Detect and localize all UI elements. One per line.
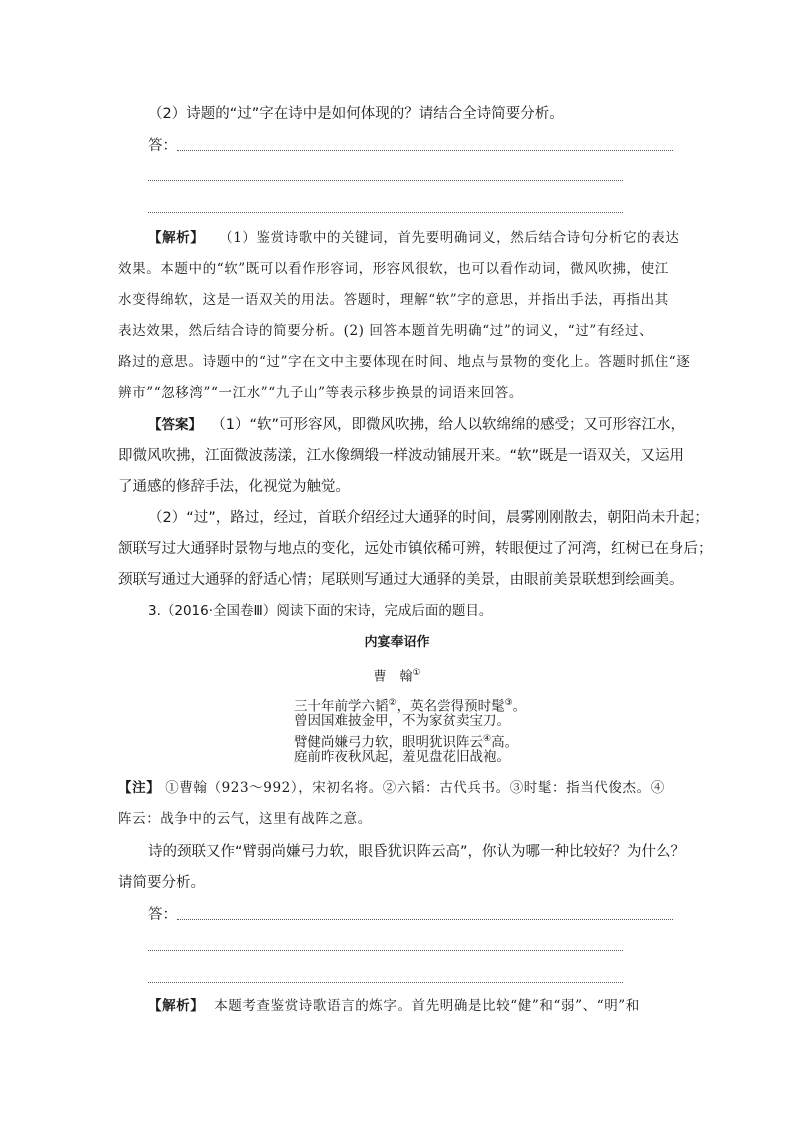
question-3-text: 请简要分析。 <box>118 875 205 891</box>
question-2: （2）诗题的“过”字在诗中是如何体现的？请结合全诗简要分析。 <box>148 106 564 122</box>
poem-line: 三十年前学六韬②，英名尝得预时髦③。 <box>294 698 527 715</box>
analysis-line: 路过的意思。诗题中的“过”字在文中主要体现在时间、地点与景物的变化上。答题时抓住“逐 <box>118 354 691 370</box>
answer-line-text: （2）“过”，路过，经过，首联介绍经过大通驿的时间，晨雾刚刚散去，朝阳尚未升起； <box>148 510 709 526</box>
answer-line-text: 颈联写通过大通驿的舒适心情；尾联则写通过大通驿的美景，由眼前美景联想到绘画美。 <box>118 572 684 588</box>
answer-line <box>177 150 673 151</box>
analysis-paragraph: 【解析】 本题考查鉴赏诗歌语言的炼字。首先明确是比较“健”和“弱”、“明”和 <box>148 998 640 1014</box>
answer-tag: 【答案】 <box>148 417 202 433</box>
analysis-paragraph: 【解析】 （1）鉴赏诗歌中的关键词，首先要明确词义，然后结合诗句分析它的表达 <box>148 230 680 246</box>
note-tag: 【注】 <box>118 780 161 796</box>
analysis-line: 水变得绵软，这是一语双关的用法。答题时，理解“软”字的意思，并指出手法，再指出其 <box>118 292 669 308</box>
question-3-text: 诗的颈联又作“臂弱尚嫌弓力软，眼昏犹识阵云高”，你认为哪一种比较好？为什么？ <box>148 844 686 860</box>
answer-label: 答： <box>148 907 177 923</box>
note-line: 阵云：战争中的云气，这里有战阵之意。 <box>118 811 372 827</box>
answer-line <box>148 180 623 181</box>
answer-line-text: 了通感的修辞手法，化视觉为触觉。 <box>118 479 350 495</box>
poem-line: 臂健尚嫌弓力软，眼明犹识阵云④高。 <box>294 734 519 751</box>
analysis-line: 表达效果，然后结合诗的简要分析。(2) 回答本题首先明确“过”的词义，“过”有经过、 <box>118 323 654 339</box>
answer-label: 答： <box>148 138 177 154</box>
answer-line-text: 即微风吹拂，江面微波荡漾，江水像绸缎一样波动铺展开来。“软”既是一语双关，又运用 <box>118 448 685 464</box>
answer-paragraph: 【答案】 （1）“软”可形容风，即微风吹拂，给人以软绵绵的感受；又可形容江水， <box>148 417 685 433</box>
analysis-line: 辨市”“忽移湾”“一江水”“九子山”等表示移步换景的词语来回答。 <box>118 385 524 401</box>
analysis-tag: 【解析】 <box>148 998 205 1014</box>
analysis-line: 效果。本题中的“软”既可以看作形容词，形容风很软，也可以看作动词，微风吹拂，使江 <box>118 261 669 277</box>
answer-line <box>148 950 623 951</box>
analysis-tag: 【解析】 <box>148 230 205 246</box>
poem-title: 内宴奉诏作 <box>364 635 430 650</box>
answer-line-text: 颔联写过大通驿时景物与地点的变化，远处市镇依稀可辨，转眼便过了河湾，红树已在身后； <box>118 541 713 557</box>
poem-line: 庭前昨夜秋风起，羞见盘花旧战袍。 <box>294 749 510 765</box>
answer-line <box>177 919 673 920</box>
answer-line <box>148 982 623 983</box>
poem-line: 曾因国难披金甲，不为家贫卖宝刀。 <box>294 713 510 729</box>
answer-line <box>148 212 623 213</box>
note-paragraph: 【注】 ①曹翰（923～992），宋初名将。②六韬：古代兵书。③时髦：指当代俊杰。④ <box>118 780 665 796</box>
question-3-intro: 3.（2016·全国卷Ⅲ）阅读下面的宋诗，完成后面的题目。 <box>148 603 493 619</box>
poem-author: 曹 翰① <box>373 668 421 685</box>
